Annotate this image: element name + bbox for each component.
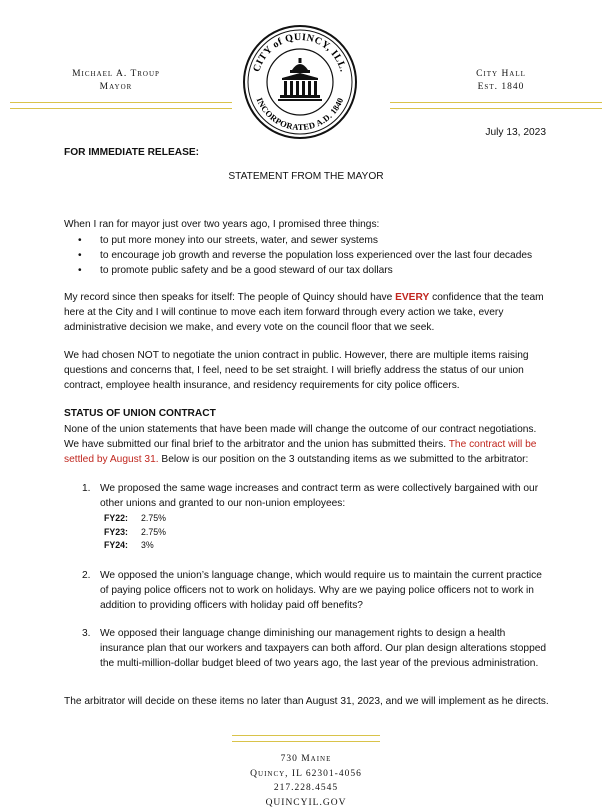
item-text: We opposed the union’s language change, which would require us to maintain the current practice of paying police officers not to work on holidays. Why are we paying police officers not to work in addition to providing officers with holiday paid off benefits? (100, 568, 552, 613)
seal-bottom-text: INCORPORATED A.D. 1840 (255, 96, 346, 132)
promise-item: • to promote public safety and be a good steward of our tax dollars (78, 263, 558, 278)
status-text-1: None of the union statements that have been made will change the outcome of our contract negotiations. We have submitted our final brief to the arbitrator and the union has submitted theirs. (64, 424, 536, 450)
item-number: 3. (82, 626, 91, 641)
letterhead-city-hall (390, 68, 612, 94)
record-paragraph (64, 290, 554, 335)
statement-heading: STATEMENT FROM THE MAYOR (0, 171, 612, 182)
position-item-2 (82, 568, 552, 613)
footer-city: Quincy, IL 62301-4056 (0, 767, 612, 782)
footer-street: 730 Maine (0, 752, 612, 767)
wage-year: FY23: (104, 526, 141, 540)
record-emphasis: EVERY (395, 292, 429, 303)
seal-top-text: CITY of QUINCY, ILL. (251, 32, 348, 73)
city-hall-label: City Hall (390, 68, 612, 81)
footer-rule (232, 735, 380, 742)
letterhead-mayor (0, 68, 232, 94)
wage-table (104, 512, 166, 553)
footer-address (0, 752, 612, 810)
item-text: We proposed the same wage increases and contract term as were collectively bargained with our other unions and granted to our non-union employees: (100, 481, 552, 511)
status-paragraph (64, 422, 554, 467)
item-text: We opposed their language change diminishing our management rights to design a health insurance plan that our workers and taxpayers can both afford. Our plan design alterations stopped the multi-million-dollar budget bleed of two years ago, the last year of the previous administration. (100, 626, 552, 671)
footer-phone: 217.228.4545 (0, 781, 612, 796)
wage-row (104, 539, 166, 553)
closing-paragraph: The arbitrator will decide on these items no later than August 31, 2023, and we will implement as he directs. (64, 694, 554, 709)
city-seal (242, 24, 358, 140)
record-text-before: My record since then speaks for itself: The people of Quincy should have (64, 292, 395, 303)
established-label: Est. 1840 (390, 81, 612, 94)
mayor-name: Michael A. Troup (0, 68, 232, 81)
right-header-rule (390, 102, 602, 109)
intro-paragraph: When I ran for mayor just over two years ago, I promised three things: (64, 217, 554, 232)
position-item-3 (82, 626, 552, 671)
status-text-2: Below is our position on the 3 outstanding items as we submitted to the arbitrator: (159, 454, 529, 465)
mayor-title: Mayor (0, 81, 232, 94)
position-item-1 (82, 481, 552, 511)
negotiation-paragraph: We had chosen NOT to negotiate the union contract in public. However, there are multiple items raising questions and concerns that, I feel, need to be set straight. I will briefly address the status of our union contract, employee health insurance, and residency requirements for city police officers. (64, 348, 554, 393)
footer-website[interactable]: QUINCYIL.GOV (0, 796, 612, 810)
wage-year: FY24: (104, 539, 141, 553)
promises-list (78, 233, 558, 278)
date: July 13, 2023 (485, 127, 546, 138)
promise-item: • to encourage job growth and reverse the population loss experienced over the last four decades (78, 248, 558, 263)
release-label: FOR IMMEDIATE RELEASE: (64, 147, 199, 158)
status-deadline: The contract will be settled by August 31. (64, 439, 536, 465)
wage-row (104, 526, 166, 540)
status-heading: STATUS OF UNION CONTRACT (64, 408, 216, 419)
item-number: 1. (82, 481, 91, 496)
wage-pct: 2.75% (141, 527, 166, 537)
record-text-after: confidence that the team here at the City and I will continue to move each item forward through every action we take, every administrative decision we make, and every vote on the council floor that we seek. (64, 292, 544, 333)
wage-row (104, 512, 166, 526)
wage-year: FY22: (104, 512, 141, 526)
wage-pct: 3% (141, 540, 154, 550)
wage-pct: 2.75% (141, 513, 166, 523)
item-number: 2. (82, 568, 91, 583)
promise-item: • to put more money into our streets, water, and sewer systems (78, 233, 558, 248)
left-header-rule (10, 102, 232, 109)
